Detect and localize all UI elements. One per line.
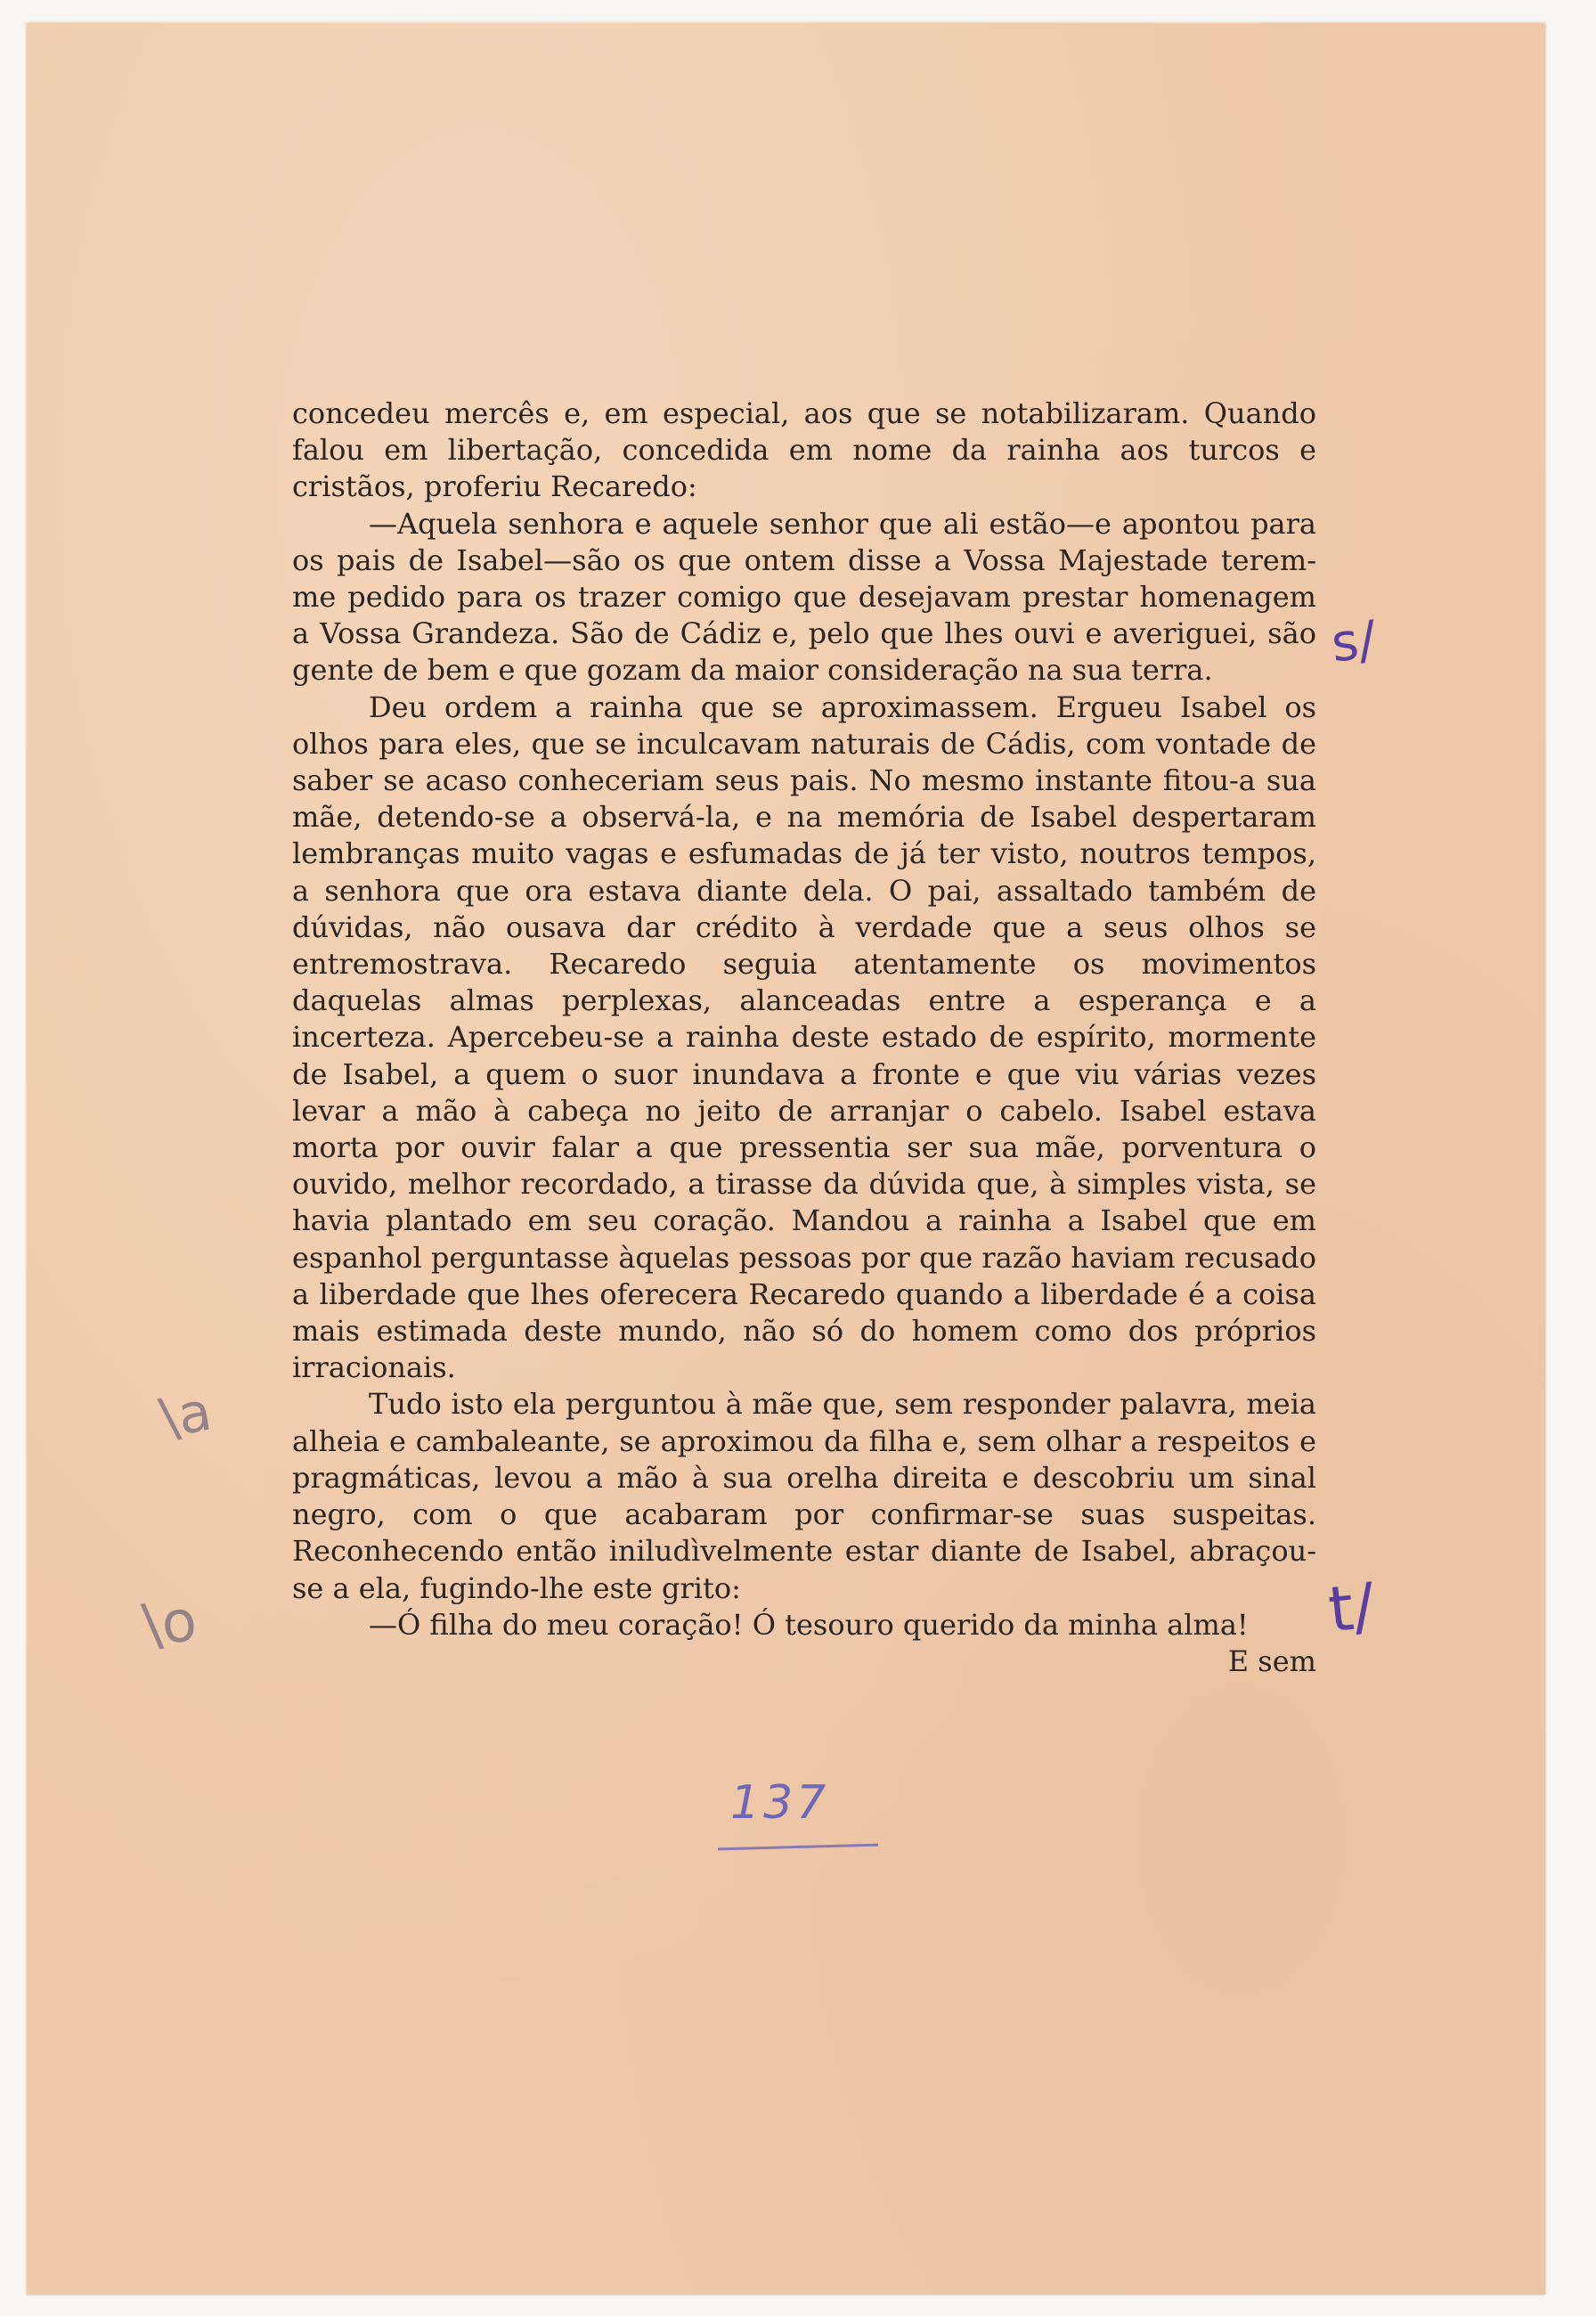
margin-mark-s: s/	[1328, 608, 1380, 674]
paragraph-2: —Aquela senhora e aquele senhor que ali estão—e apontou para os pais de Isabel—são os que ontem disse a Vossa Majestade terem-me pedido para os trazer comigo que desejavam prestar homenagem a Vossa Grandeza. São de Cádiz e, pelo que lhes ouvi e averiguei, são gente de bem e que gozam da maior consideração na sua terra.	[292, 506, 1316, 688]
page-number-underline	[718, 1844, 878, 1851]
paragraph-4: Tudo isto ela perguntou à mãe que, sem responder palavra, meia alheia e cambaleante, se aproximou da filha e, sem olhar a respeitos e pragmáticas, levou a mão à sua orelha direita e descobriu um sinal negro, com o que acabaram por confirmar-se suas suspeitas. Reconhecendo então iniludìvelmente estar diante de Isabel, abraçou-se a ela, fugindo-lhe este grito:	[292, 1387, 1316, 1605]
catchword: E sem	[1227, 1643, 1316, 1678]
pencil-mark-lower: \o	[139, 1588, 200, 1660]
paragraph-5: —Ó filha do meu coração! Ó tesouro querido da minha alma!	[369, 1607, 1249, 1642]
page-number: 137	[730, 1776, 830, 1830]
margin-mark-t: t/	[1324, 1569, 1379, 1647]
paragraph-3: Deu ordem a rainha que se aproximassem. Ergueu Isabel os olhos para eles, que se inculcavam naturais de Cádis, com vontade de saber se acaso conheceriam seus pais. No mesmo instante fitou-a sua mãe, detendo-se a observá-la, e na memória de Isabel despertaram lembranças muito vagas e esfumadas de já ter visto, noutros tempos, a senhora que ora estava diante dela. O pai, assaltado também de dúvidas, não ousava dar crédito à verdade que a seus olhos se entremostrava. Recaredo seguia atentamente os movimentos daquelas almas perplexas, alanceadas entre a esperança e a incerteza. Apercebeu-se a rainha deste estado de espírito, mormente de Isabel, a quem o suor inundava a fronte e que viu várias vezes levar a mão à cabeça no jeito de arranjar o cabelo. Isabel estava morta por ouvir falar a que pressentia ser sua mãe, porventura o ouvido, melhor recordado, a tirasse da dúvida que, à simples vista, se havia plantado em seu coração. Mandou a rainha a Isabel que em espanhol perguntasse àquelas pessoas por que razão haviam recusado a liberdade que lhes oferecera Recaredo quando a liberdade é a coisa mais estimada deste mundo, não só do homem como dos próprios irracionais.	[292, 689, 1316, 1385]
pencil-mark-upper: \a	[155, 1380, 216, 1451]
paper-sheet	[27, 23, 1545, 2295]
paragraph-1: concedeu mercês e, em especial, aos que se notabilizaram. Quando falou em libertação, concedida em nome da rainha aos turcos e cristãos, proferiu Recaredo:	[292, 396, 1316, 504]
body-text	[292, 396, 1316, 1680]
catchword-row	[292, 1643, 1316, 1680]
